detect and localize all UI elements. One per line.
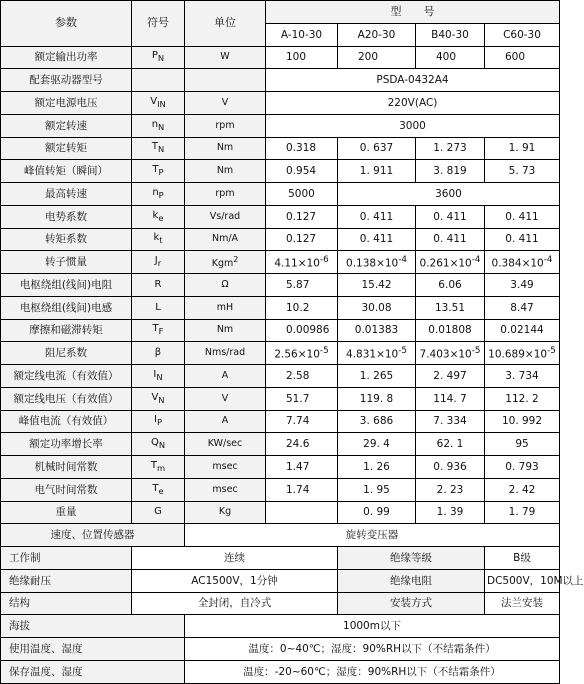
unit-cell xyxy=(185,319,266,342)
value-cell xyxy=(416,342,485,365)
value-cell: 0. 99 xyxy=(338,501,416,524)
value-cell: 0.01383 xyxy=(338,319,416,342)
value-mantissa: 2.56×10 xyxy=(274,348,320,361)
symbol-letter: n xyxy=(152,186,159,198)
symbol-cell xyxy=(132,501,185,524)
info-value: AC1500V，1分钟 xyxy=(132,569,338,592)
symbol-letter: T xyxy=(152,323,159,335)
value-mantissa: 4.831×10 xyxy=(346,348,399,361)
symbol-cell xyxy=(132,137,185,160)
value-cell: 0.954 xyxy=(266,160,338,183)
symbol-cell xyxy=(132,319,185,342)
param-label: 配套驱动器型号 xyxy=(1,69,132,92)
value-exponent: -5 xyxy=(319,346,329,357)
value-cell: 24.6 xyxy=(266,433,338,456)
param-label: 电枢绕组(线间)电阻 xyxy=(1,274,132,297)
param-label: 峰值转矩（瞬间） xyxy=(1,160,132,183)
value-cell: 119. 8 xyxy=(338,387,416,410)
param-label: 机械时间常数 xyxy=(1,456,132,479)
unit-text: Ω xyxy=(221,278,229,290)
value-cell: 3. 686 xyxy=(338,410,416,433)
symbol-subscript: e xyxy=(158,485,164,496)
param-label: 阻尼系数 xyxy=(1,342,132,365)
model-name: B40-30 xyxy=(416,23,485,46)
value-cell: 1. 79 xyxy=(485,501,560,524)
info-row2 xyxy=(1,569,560,592)
unit-cell xyxy=(185,205,266,228)
value-cell xyxy=(266,501,338,524)
value-mantissa: 0.261×10 xyxy=(419,257,472,270)
symbol-letter: k xyxy=(153,232,160,244)
value-cell: 0. 793 xyxy=(485,456,560,479)
symbol-subscript: m xyxy=(156,462,166,473)
unit-text: msec xyxy=(212,483,238,495)
unit-text: Kgm xyxy=(211,258,234,270)
spec-row xyxy=(1,410,560,433)
symbol-letter: T xyxy=(150,459,157,471)
unit-text: Nm/A xyxy=(211,233,239,245)
param-label: 额定转矩 xyxy=(1,137,132,160)
param-label: 额定输出功率 xyxy=(1,46,132,69)
symbol-letter: β xyxy=(154,347,162,359)
value-cell xyxy=(338,342,416,365)
value-cell: 5.87 xyxy=(266,274,338,297)
value-cell: 15.42 xyxy=(338,274,416,297)
value-mantissa: 10.689×10 xyxy=(488,348,548,361)
param-label: 重量 xyxy=(1,501,132,524)
unit-cell xyxy=(185,456,266,479)
unit-text: Nms/rad xyxy=(204,347,246,359)
spec-row xyxy=(1,319,560,342)
unit-text: Nm xyxy=(216,324,234,336)
value-exponent: -4 xyxy=(543,255,553,266)
symbol-cell xyxy=(132,228,185,251)
value-mantissa: 0.384×10 xyxy=(491,257,544,270)
value-cell: 29. 4 xyxy=(338,433,416,456)
value-cell: 1. 26 xyxy=(338,456,416,479)
value-cell: 2. 42 xyxy=(485,478,560,501)
value-cell: 100 xyxy=(266,46,338,69)
param-label: 额定转速 xyxy=(1,114,132,137)
info-value: DC500V，10M以上 xyxy=(485,569,560,592)
value-cell: 0.318 xyxy=(266,137,338,160)
value-exponent: -6 xyxy=(319,255,329,266)
value-cell: 0.127 xyxy=(266,228,338,251)
spec-row xyxy=(1,433,560,456)
spec-row xyxy=(1,160,560,183)
symbol-subscript: P xyxy=(158,167,164,178)
env-label: 使用温度、湿度 xyxy=(1,638,185,661)
param-label: 转子惯量 xyxy=(1,251,132,274)
sensor-row xyxy=(1,524,560,547)
value-cell: 1. 273 xyxy=(416,137,485,160)
symbol-letter: P xyxy=(151,50,158,62)
unit-cell xyxy=(185,478,266,501)
param-label: 电枢绕组(线间)电感 xyxy=(1,296,132,319)
value-cell: 62. 1 xyxy=(416,433,485,456)
symbol-cell xyxy=(132,456,185,479)
value-cell: 0. 411 xyxy=(338,228,416,251)
spec-row xyxy=(1,114,560,137)
value-cell: 6.06 xyxy=(416,274,485,297)
symbol-cell xyxy=(132,160,185,183)
symbol-cell xyxy=(132,114,185,137)
param-label: 电气时间常数 xyxy=(1,478,132,501)
symbol-letter: T xyxy=(152,164,159,176)
unit-cell xyxy=(185,160,266,183)
value-span: 220V(AC) xyxy=(266,92,560,115)
spec-row xyxy=(1,46,560,69)
unit-cell xyxy=(185,501,266,524)
model-name: A-10-30 xyxy=(266,23,338,46)
value-cell: 0.01808 xyxy=(416,319,485,342)
spec-row xyxy=(1,387,560,410)
header-param: 参数 xyxy=(1,1,132,47)
symbol-cell xyxy=(132,410,185,433)
env-label: 海拔 xyxy=(1,615,185,638)
symbol-letter: J xyxy=(154,255,158,267)
unit-cell xyxy=(185,69,266,92)
symbol-letter: I xyxy=(154,414,157,426)
symbol-letter: G xyxy=(154,506,162,518)
unit-text: Nm xyxy=(216,142,234,154)
symbol-subscript: P xyxy=(156,417,162,428)
spec-row xyxy=(1,296,560,319)
symbol-cell xyxy=(132,46,185,69)
unit-cell xyxy=(185,365,266,388)
unit-cell xyxy=(185,46,266,69)
symbol-subscript: IN xyxy=(157,98,166,109)
value-cell: 1.74 xyxy=(266,478,338,501)
value-cell: 0. 411 xyxy=(485,228,560,251)
value-cell: 2.58 xyxy=(266,365,338,388)
value-cell: 51.7 xyxy=(266,387,338,410)
spec-row xyxy=(1,92,560,115)
info-value: 法兰安装 xyxy=(485,592,560,615)
param-label: 转矩系数 xyxy=(1,228,132,251)
env-label: 保存温度、湿度 xyxy=(1,660,185,683)
symbol-letter: T xyxy=(151,141,158,153)
symbol-letter: k xyxy=(152,209,159,221)
symbol-letter: I xyxy=(153,368,157,380)
symbol-subscript: e xyxy=(158,212,164,223)
symbol-cell xyxy=(132,183,185,206)
symbol-subscript: N xyxy=(158,440,166,451)
store_env-row xyxy=(1,660,560,683)
value-span: 3000 xyxy=(266,114,560,137)
symbol-subscript: t xyxy=(159,235,163,246)
value-cell: 1. 91 xyxy=(485,137,560,160)
value-cell: 5000 xyxy=(266,183,338,206)
spec-row xyxy=(1,456,560,479)
sensor-label: 速度、位置传感器 xyxy=(1,524,185,547)
spec-row xyxy=(1,478,560,501)
value-cell xyxy=(266,251,338,274)
unit-cell xyxy=(185,251,266,274)
symbol-letter: L xyxy=(155,301,161,313)
value-cell: 13.51 xyxy=(416,296,485,319)
value-cell: 30.08 xyxy=(338,296,416,319)
spec-row xyxy=(1,183,560,206)
value-exponent: -4 xyxy=(471,255,481,266)
value-cell: 2. 497 xyxy=(416,365,485,388)
value-cell: 3. 819 xyxy=(416,160,485,183)
unit-text: Nm xyxy=(216,165,234,177)
value-cell: 5. 73 xyxy=(485,160,560,183)
param-label: 额定线电压（有效值） xyxy=(1,387,132,410)
symbol-cell xyxy=(132,478,185,501)
value-cell: 1. 39 xyxy=(416,501,485,524)
value-cell: 200 xyxy=(338,46,416,69)
value-cell: 0. 411 xyxy=(416,228,485,251)
env-value: 1000m以下 xyxy=(185,615,560,638)
symbol-cell xyxy=(132,251,185,274)
unit-text: rpm xyxy=(215,119,235,131)
value-exponent: -5 xyxy=(547,346,556,357)
value-cell: 0.02144 xyxy=(485,319,560,342)
unit-text: msec xyxy=(212,460,238,472)
value-mantissa: 0.138×10 xyxy=(346,257,399,270)
value-cell: 95 xyxy=(485,433,560,456)
spec-row xyxy=(1,251,560,274)
model-name: C60-30 xyxy=(485,23,560,46)
value-cell: 10. 992 xyxy=(485,410,560,433)
spec-row xyxy=(1,205,560,228)
info-value: B级 xyxy=(485,547,560,570)
param-label: 电势系数 xyxy=(1,205,132,228)
value-span: 3600 xyxy=(338,183,560,206)
unit-cell xyxy=(185,296,266,319)
value-cell: 0. 637 xyxy=(338,137,416,160)
unit-cell xyxy=(185,387,266,410)
value-cell: 112. 2 xyxy=(485,387,560,410)
value-cell xyxy=(485,251,560,274)
symbol-letter: Q xyxy=(150,437,159,449)
value-mantissa: 7.403×10 xyxy=(419,348,472,361)
value-exponent: -5 xyxy=(398,346,407,357)
symbol-letter: R xyxy=(154,278,162,290)
unit-cell xyxy=(185,410,266,433)
symbol-cell xyxy=(132,296,185,319)
value-cell: 8.47 xyxy=(485,296,560,319)
info-label: 工作制 xyxy=(1,547,132,570)
symbol-letter: V xyxy=(150,95,158,107)
unit-text: V xyxy=(221,96,229,108)
value-cell: 1.47 xyxy=(266,456,338,479)
spec-row xyxy=(1,342,560,365)
header-symbol: 符号 xyxy=(132,1,185,47)
unit-text: KW/sec xyxy=(207,438,243,450)
symbol-subscript: N xyxy=(158,394,165,405)
unit-cell xyxy=(185,342,266,365)
value-cell: 0.127 xyxy=(266,205,338,228)
spec-row xyxy=(1,501,560,524)
unit-cell xyxy=(185,114,266,137)
symbol-cell xyxy=(132,342,185,365)
symbol-cell xyxy=(132,387,185,410)
spec-row xyxy=(1,137,560,160)
value-cell: 0. 411 xyxy=(416,205,485,228)
symbol-subscript: N xyxy=(158,121,165,132)
value-cell: 7. 334 xyxy=(416,410,485,433)
symbol-cell xyxy=(132,433,185,456)
symbol-letter: n xyxy=(151,118,159,130)
symbol-subscript: r xyxy=(157,258,162,269)
env-value: 温度：0~40℃；湿度：90%RH以下（不结霜条件） xyxy=(185,638,560,661)
unit-text: rpm xyxy=(215,187,235,199)
info-value: 全封闭，自冷式 xyxy=(132,592,338,615)
altitude-row xyxy=(1,615,560,638)
value-cell xyxy=(416,251,485,274)
value-cell: 400 xyxy=(416,46,485,69)
param-label: 峰值电流（有效值） xyxy=(1,410,132,433)
header-row-top xyxy=(1,1,560,24)
param-label: 摩擦和磁滞转矩 xyxy=(1,319,132,342)
unit-text: Vs/rad xyxy=(209,210,241,222)
unit-text: W xyxy=(220,51,230,63)
value-cell: 1. 911 xyxy=(338,160,416,183)
unit-text: V xyxy=(221,392,229,404)
model-name: A20-30 xyxy=(338,23,416,46)
value-cell: 0. 936 xyxy=(416,456,485,479)
value-cell xyxy=(266,342,338,365)
unit-text: Kg xyxy=(218,506,232,518)
unit-cell xyxy=(185,137,266,160)
value-cell: 2. 23 xyxy=(416,478,485,501)
header-unit: 单位 xyxy=(185,1,266,47)
param-label: 额定电源电压 xyxy=(1,92,132,115)
unit-text: A xyxy=(221,415,229,427)
header-model: 型 号 xyxy=(266,1,560,24)
symbol-cell xyxy=(132,92,185,115)
value-mantissa: 4.11×10 xyxy=(274,257,320,270)
value-exponent: -5 xyxy=(471,346,481,357)
value-cell: 3.49 xyxy=(485,274,560,297)
use_env-row xyxy=(1,638,560,661)
spec-row xyxy=(1,274,560,297)
symbol-subscript: N xyxy=(157,53,165,64)
env-value: 温度：-20~60℃；湿度：90%RH以下（不结霜条件） xyxy=(185,660,560,683)
param-label: 额定线电流（有效值） xyxy=(1,365,132,388)
symbol-letter: V xyxy=(151,391,159,403)
symbol-subscript: N xyxy=(157,144,165,155)
symbol-cell xyxy=(132,69,185,92)
unit-cell xyxy=(185,92,266,115)
value-cell: 0. 411 xyxy=(485,205,560,228)
info-label: 绝缘耐压 xyxy=(1,569,132,592)
symbol-cell xyxy=(132,205,185,228)
value-cell: 10.2 xyxy=(266,296,338,319)
value-cell: 1. 95 xyxy=(338,478,416,501)
info-label: 绝缘电阻 xyxy=(338,569,485,592)
info-label: 安装方式 xyxy=(338,592,485,615)
unit-cell xyxy=(185,228,266,251)
unit-cell xyxy=(185,183,266,206)
symbol-cell xyxy=(132,274,185,297)
symbol-cell xyxy=(132,365,185,388)
symbol-subscript: N xyxy=(156,371,163,382)
info-row1 xyxy=(1,547,560,570)
value-cell xyxy=(485,342,560,365)
value-cell: 1. 265 xyxy=(338,365,416,388)
value-exponent: -4 xyxy=(398,255,407,266)
value-cell: 3. 734 xyxy=(485,365,560,388)
value-cell: 7.74 xyxy=(266,410,338,433)
spec-row xyxy=(1,365,560,388)
info-value: 连续 xyxy=(132,547,338,570)
unit-text: mH xyxy=(216,301,234,313)
info-row3 xyxy=(1,592,560,615)
sensor-value: 旋转变压器 xyxy=(185,524,560,547)
value-cell: 0.00986 xyxy=(266,319,338,342)
unit-cell xyxy=(185,433,266,456)
spec-row xyxy=(1,69,560,92)
value-cell xyxy=(338,251,416,274)
value-cell: 114. 7 xyxy=(416,387,485,410)
value-span: PSDA-0432A4 xyxy=(266,69,560,92)
param-label: 最高转速 xyxy=(1,183,132,206)
unit-cell xyxy=(185,274,266,297)
symbol-subscript: P xyxy=(158,189,164,200)
unit-superscript: 2 xyxy=(233,255,239,265)
info-label: 结构 xyxy=(1,592,132,615)
param-label: 额定功率增长率 xyxy=(1,433,132,456)
value-cell: 0. 411 xyxy=(338,205,416,228)
spec-row xyxy=(1,228,560,251)
symbol-subscript: F xyxy=(158,326,164,337)
symbol-letter: T xyxy=(152,482,159,494)
unit-text: A xyxy=(221,369,229,381)
value-cell: 600 xyxy=(485,46,560,69)
info-label: 绝缘等级 xyxy=(338,547,485,570)
